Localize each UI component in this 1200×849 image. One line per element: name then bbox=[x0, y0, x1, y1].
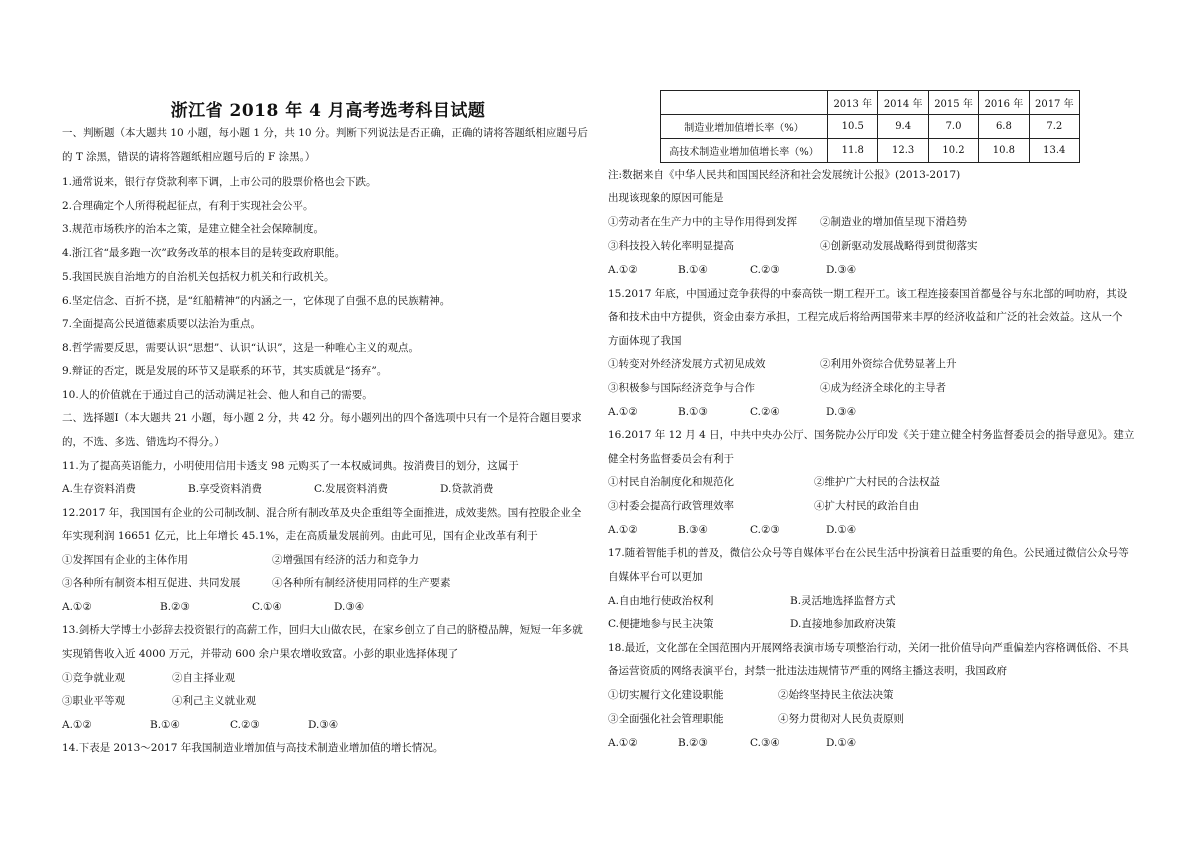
table-cell: 10.5 bbox=[828, 115, 878, 139]
q17-stem: 自媒体平台可以更加 bbox=[608, 571, 703, 583]
q17-options bbox=[608, 617, 1080, 631]
q17-stem: 17.随着智能手机的普及，微信公众号等自媒体平台在公民生活中扮演着日益重要的角色。公民通过微信公众号等 bbox=[608, 547, 1129, 559]
option: C.②③ bbox=[750, 264, 780, 276]
section1-intro: 一、判断题（本大题共 10 小题，每小题 1 分，共 10 分。判断下列说法是否正确，正确的请将答题纸相应题号后 bbox=[62, 127, 588, 139]
option: A.自由地行使政治权利 bbox=[608, 595, 714, 607]
option: B.②③ bbox=[678, 737, 708, 749]
q16-items bbox=[608, 475, 1080, 489]
option: B.①④ bbox=[150, 719, 180, 731]
q13-items bbox=[62, 671, 594, 685]
table-header-cell: 2014 年 bbox=[878, 91, 928, 115]
statement-item: ②增强国有经济的活力和竞争力 bbox=[272, 554, 419, 566]
table-header-cell: 2016 年 bbox=[979, 91, 1029, 115]
option: A.①② bbox=[62, 601, 92, 613]
section2-intro: 的，不选、多选、错选均不得分。） bbox=[62, 436, 225, 448]
option: C.发展资料消费 bbox=[314, 483, 388, 495]
statement-item: ②维护广大村民的合法权益 bbox=[814, 476, 940, 488]
q18-stem: 18.最近，文化部在全国范围内开展网络表演市场专项整治行动，关闭一批价值导向严重偏差内容格调低俗、不具 bbox=[608, 642, 1129, 654]
option: D.贷款消费 bbox=[440, 483, 494, 495]
option: C.②③ bbox=[750, 524, 780, 536]
option: C.③④ bbox=[750, 737, 780, 749]
q16-stem: 健全村务监督委员会有利于 bbox=[608, 453, 734, 465]
table-cell: 9.4 bbox=[878, 115, 928, 139]
option: D.①④ bbox=[826, 524, 857, 536]
statement-item: ③全面强化社会管理职能 bbox=[608, 713, 724, 725]
q11-options bbox=[62, 482, 594, 496]
q16-items bbox=[608, 499, 1080, 513]
option: A.①② bbox=[608, 264, 638, 276]
statement-item: ④创新驱动发展战略得到贯彻落实 bbox=[820, 240, 978, 252]
option: B.灵活地选择监督方式 bbox=[790, 595, 896, 607]
statement-item: ②始终坚持民主依法决策 bbox=[778, 689, 894, 701]
q12-items bbox=[62, 553, 594, 567]
table-cell: 6.8 bbox=[979, 115, 1029, 139]
statement-item: ③村委会提高行政管理效率 bbox=[608, 500, 734, 512]
statement-item: ②利用外资综合优势显著上升 bbox=[820, 358, 957, 370]
option: B.享受资料消费 bbox=[188, 483, 263, 495]
q14-stem: 14.下表是 2013～2017 年我国制造业增加值与高技术制造业增加值的增长情况。 bbox=[62, 742, 444, 754]
option: A.①② bbox=[608, 524, 638, 536]
option: B.③④ bbox=[678, 524, 708, 536]
q16-stem: 16.2017 年 12 月 4 日，中共中央办公厅、国务院办公厅印发《关于建立健全村务监督委员会的指导意见》。建立 bbox=[608, 429, 1135, 441]
statement-item: ①竞争就业观 bbox=[62, 672, 125, 684]
q14-note: 注:数据来自《中华人民共和国国民经济和社会发展统计公报》(2013-2017) bbox=[608, 169, 961, 181]
option: B.①③ bbox=[678, 406, 708, 418]
q14-options bbox=[608, 263, 1080, 277]
option: A.①② bbox=[62, 719, 92, 731]
q18-options bbox=[608, 736, 1080, 750]
statement-item: ④利己主义就业观 bbox=[172, 695, 256, 707]
option: D.③④ bbox=[826, 264, 857, 276]
table-row bbox=[661, 115, 1080, 139]
option: B.②③ bbox=[160, 601, 190, 613]
q14-items bbox=[608, 215, 1080, 229]
section1-intro: 的 T 涂黑，错误的请将答题纸相应题号后的 F 涂黑。） bbox=[62, 151, 316, 163]
q15-stem: 备和技术由中方提供，资金由泰方承担，工程完成后将给两国带来丰厚的经济收益和广泛的社会效益。这从一个 bbox=[608, 311, 1123, 323]
table-row-label: 制造业增加值增长率（%） bbox=[661, 115, 828, 139]
q11-stem: 11.为了提高英语能力，小明使用信用卡透支 98 元购买了一本权威词典。按消费目的划分，这属于 bbox=[62, 460, 519, 472]
page-title: 浙江省 2018 年 4 月高考选考科目试题 bbox=[170, 101, 486, 121]
table-cell: 7.0 bbox=[928, 115, 978, 139]
statement-item: ③职业平等观 bbox=[62, 695, 125, 707]
table-cell: 7.2 bbox=[1029, 115, 1079, 139]
q12-options bbox=[62, 600, 594, 614]
statement-item: ③积极参与国际经济竞争与合作 bbox=[608, 382, 755, 394]
table-cell: 10.8 bbox=[979, 139, 1029, 163]
q12-items bbox=[62, 576, 594, 590]
q16-options bbox=[608, 523, 1080, 537]
judgment-item: 1.通常说来，银行存贷款利率下调，上市公司的股票价格也会下跌。 bbox=[62, 176, 377, 188]
option: A.生存资料消费 bbox=[62, 483, 136, 495]
q15-stem: 15.2017 年底，中国通过竞争获得的中泰高铁一期工程开工。该工程连接泰国首都曼谷与东北部的呵叻府，其设 bbox=[608, 288, 1128, 300]
q15-items bbox=[608, 381, 1080, 395]
table-header-cell: 2017 年 bbox=[1029, 91, 1079, 115]
statement-item: ②自主择业观 bbox=[172, 672, 235, 684]
growth-rate-table bbox=[660, 90, 1080, 163]
judgment-item: 2.合理确定个人所得税起征点，有利于实现社会公平。 bbox=[62, 200, 314, 212]
option: D.①④ bbox=[826, 737, 857, 749]
table-row bbox=[661, 139, 1080, 163]
section2-intro: 二、选择题Ⅰ（本大题共 21 小题，每小题 2 分，共 42 分。每小题列出的四个备选项中只有一个是符合题目要求 bbox=[62, 412, 582, 424]
statement-item: ①劳动者在生产力中的主导作用得到发挥 bbox=[608, 216, 797, 228]
statement-item: ④扩大村民的政治自由 bbox=[814, 500, 919, 512]
table-cell: 13.4 bbox=[1029, 139, 1079, 163]
statement-item: ①村民自治制度化和规范化 bbox=[608, 476, 734, 488]
table-cell: 10.2 bbox=[928, 139, 978, 163]
option: C.②③ bbox=[230, 719, 260, 731]
q14-items bbox=[608, 239, 1080, 253]
judgment-item: 4.浙江省“最多跑一次”政务改革的根本目的是转变政府职能。 bbox=[62, 247, 346, 259]
option: D.③④ bbox=[334, 601, 365, 613]
q18-items bbox=[608, 712, 1080, 726]
option: D.直接地参加政府决策 bbox=[790, 618, 896, 630]
table-header-cell: 2013 年 bbox=[828, 91, 878, 115]
table-row-label: 高技术制造业增加值增长率（%） bbox=[661, 139, 828, 163]
q18-items bbox=[608, 688, 1080, 702]
judgment-item: 9.辩证的否定，既是发展的环节又是联系的环节，其实质就是“扬弃”。 bbox=[62, 365, 388, 377]
option: D.③④ bbox=[308, 719, 339, 731]
option: A.①② bbox=[608, 406, 638, 418]
q13-items bbox=[62, 694, 594, 708]
q14-ask: 出现该现象的原因可能是 bbox=[608, 192, 724, 204]
q17-options bbox=[608, 594, 1080, 608]
statement-item: ①转变对外经济发展方式初见成效 bbox=[608, 358, 766, 370]
q15-stem: 方面体现了我国 bbox=[608, 335, 682, 347]
q13-stem: 实现销售收入近 4000 万元，并带动 600 余户果农增收致富。小彭的职业选择体现了 bbox=[62, 648, 459, 660]
option: D.③④ bbox=[826, 406, 857, 418]
option: A.①② bbox=[608, 737, 638, 749]
q15-items bbox=[608, 357, 1080, 371]
q12-stem: 12.2017 年，我国国有企业的公司制改制、混合所有制改革及央企重组等全面推进，成效斐然。国有控股企业全 bbox=[62, 507, 582, 519]
q18-stem: 备运营资质的网络表演平台，封禁一批违法违规情节严重的网络主播这表明，我国政府 bbox=[608, 665, 1007, 677]
judgment-item: 7.全面提高公民道德素质要以法治为重点。 bbox=[62, 318, 262, 330]
statement-item: ④努力贯彻对人民负责原则 bbox=[778, 713, 904, 725]
judgment-item: 6.坚定信念、百折不挠，是“红船精神”的内涵之一，它体现了自强不息的民族精神。 bbox=[62, 295, 451, 307]
option: C.便捷地参与民主决策 bbox=[608, 618, 714, 630]
table-cell: 12.3 bbox=[878, 139, 928, 163]
judgment-item: 8.哲学需要反思，需要认识“思想”、认识“认识”，这是一种唯心主义的观点。 bbox=[62, 342, 419, 354]
q13-stem: 13.剑桥大学博士小彭辞去投资银行的高薪工作，回归大山做农民，在家乡创立了自己的脐橙品牌，短短一年多就 bbox=[62, 624, 583, 636]
q12-stem: 年实现利润 16651 亿元，比上年增长 45.1%，走在高质量发展前列。由此可见，国有企业改革有利于 bbox=[62, 530, 538, 542]
option: B.①④ bbox=[678, 264, 708, 276]
statement-item: ②制造业的增加值呈现下滑趋势 bbox=[820, 216, 967, 228]
table-header-row bbox=[661, 91, 1080, 115]
table-corner-cell bbox=[661, 91, 828, 115]
table-cell: 11.8 bbox=[828, 139, 878, 163]
statement-item: ④成为经济全球化的主导者 bbox=[820, 382, 946, 394]
option: C.①④ bbox=[252, 601, 282, 613]
statement-item: ③各种所有制资本相互促进、共同发展 bbox=[62, 577, 241, 589]
judgment-item: 3.规范市场秩序的治本之策，是建立健全社会保障制度。 bbox=[62, 223, 325, 235]
q15-options bbox=[608, 405, 1080, 419]
judgment-item: 10.人的价值就在于通过自己的活动满足社会、他人和自己的需要。 bbox=[62, 389, 373, 401]
option: C.②④ bbox=[750, 406, 780, 418]
statement-item: ①发挥国有企业的主体作用 bbox=[62, 554, 188, 566]
statement-item: ①切实履行文化建设职能 bbox=[608, 689, 724, 701]
statement-item: ③科技投入转化率明显提高 bbox=[608, 240, 734, 252]
q13-options bbox=[62, 718, 594, 732]
table-header-cell: 2015 年 bbox=[928, 91, 978, 115]
statement-item: ④各种所有制经济使用同样的生产要素 bbox=[272, 577, 451, 589]
judgment-item: 5.我国民族自治地方的自治机关包括权力机关和行政机关。 bbox=[62, 271, 335, 283]
